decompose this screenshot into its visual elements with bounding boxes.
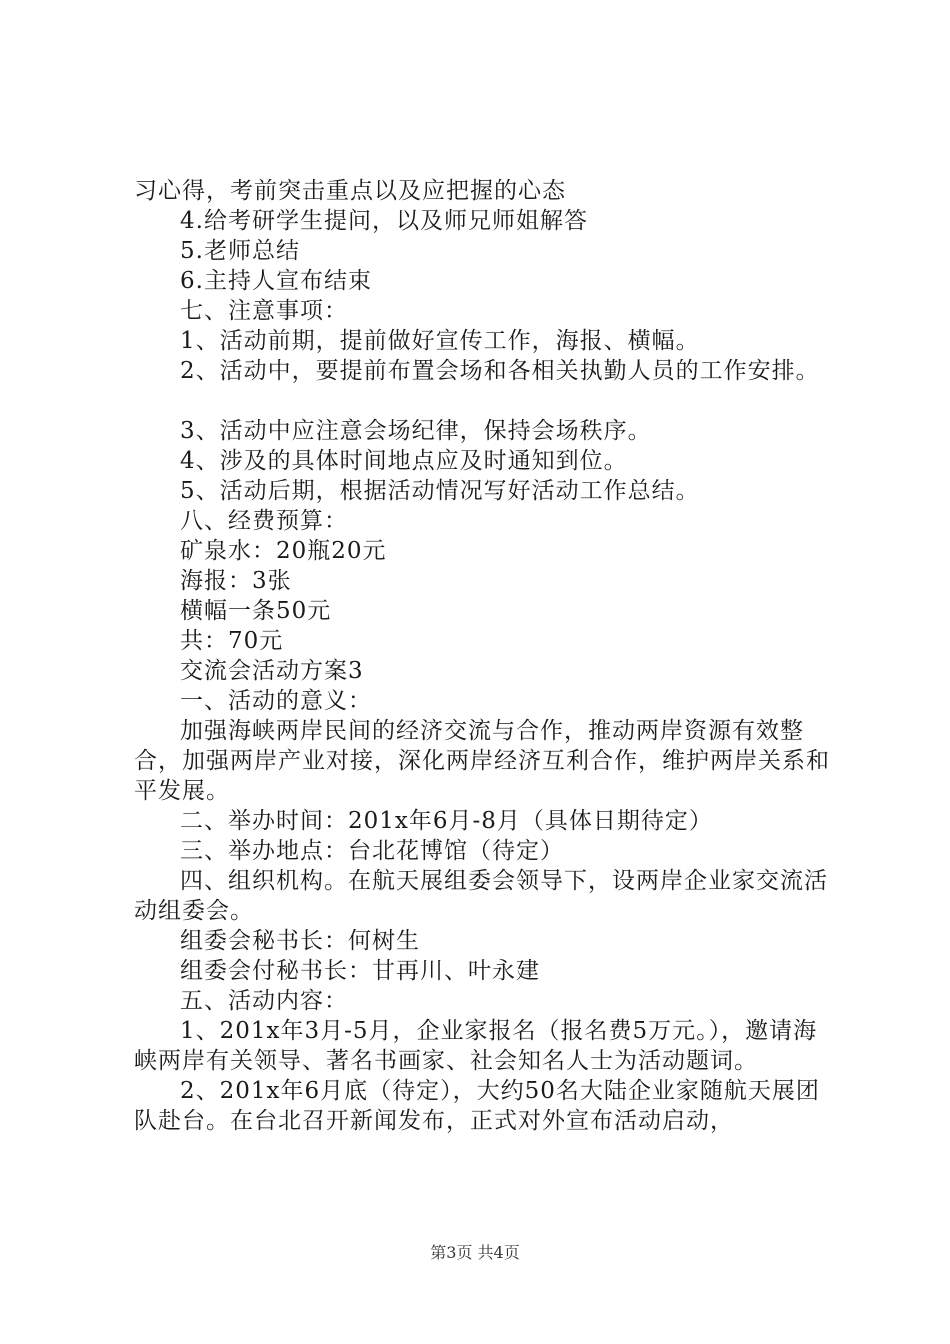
section-heading: 五、活动内容： [180,988,348,1014]
text-line: 横幅一条50元 [180,598,332,624]
paragraph: 1、201x年3月-5月，企业家报名（报名费5万元。），邀请海峡两岸有关领导、著名书画家、社会知名人士为活动题词。 [134,1018,818,1074]
text-line: 4.给考研学生提问，以及师兄师姐解答 [180,208,588,234]
text-line: 5、活动后期，根据活动情况写好活动工作总结。 [180,478,700,504]
section-heading: 八、经费预算： [180,508,348,534]
text-line: 海报：3张 [180,568,292,594]
text-line: 共：70元 [180,628,284,654]
document-body [134,176,834,1136]
text-line: 二、举办时间：201x年6月-8月（具体日期待定） [180,808,713,834]
text-line: 组委会付秘书长：甘再川、叶永建 [180,958,540,984]
text-line: 矿泉水：20瓶20元 [180,538,387,564]
section-heading: 一、活动的意义： [180,688,372,714]
paragraph: 四、组织机构。在航天展组委会领导下，设两岸企业家交流活动组委会。 [134,868,828,924]
paragraph: 加强海峡两岸民间的经济交流与合作，推动两岸资源有效整合，加强两岸产业对接，深化两岸经济互利合作，维护两岸关系和平发展。 [134,718,830,804]
text-line: 3、活动中应注意会场纪律，保持会场秩序。 [180,418,652,444]
text-line: 6.主持人宣布结束 [180,268,372,294]
section-heading: 七、注意事项： [180,298,348,324]
blank-line [134,386,834,416]
text-line: 2、活动中，要提前布置会场和各相关执勤人员的工作安排。 [180,358,820,384]
text-line: 三、举办地点：台北花博馆（待定） [180,838,564,864]
paragraph: 2、201x年6月底（待定），大约50名大陆企业家随航天展团队赴台。在台北召开新闻发布，正式对外宣布活动启动， [134,1078,820,1134]
text-line: 1、活动前期，提前做好宣传工作，海报、横幅。 [180,328,700,354]
text-line: 5.老师总结 [180,238,300,264]
text-line: 习心得，考前突击重点以及应把握的心态 [134,178,566,204]
text-line: 4、涉及的具体时间地点应及时通知到位。 [180,448,628,474]
document-title: 交流会活动方案3 [180,658,364,684]
text-line: 组委会秘书长：何树生 [180,928,420,954]
page-number: 第3页 共4页 [430,1243,520,1262]
